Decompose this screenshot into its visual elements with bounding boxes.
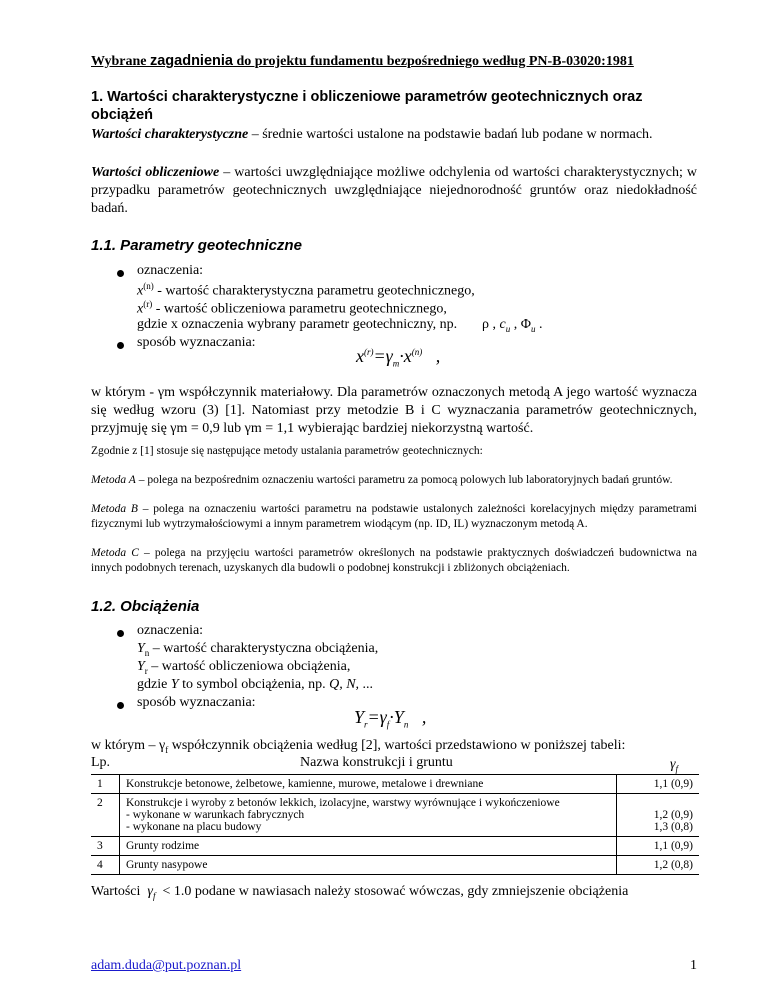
load-coefficient-text: w którym – $\gamma_f$ współczynnik obciążenia według [2], wartości przedstawiono w poniższej tabeli: (91, 738, 626, 755)
document-title: Wybrane zagadnienia do projektu fundamentu bezpośredniego według PN-B-03020:1981 (91, 53, 634, 69)
method-a: Metoda A – polega na bezpośrednim oznaczeniu wartości parametru za pomocą polowych lub laboratoryjnych badań gruntów. (91, 474, 673, 486)
notation-label: oznaczenia: (137, 263, 204, 278)
bullet-icon (117, 270, 124, 277)
closing-text: Wartości $\gamma_f < 1.0$ podane w nawiasach należy stosować wówczas, gdy zmniejszenie obciążenia (91, 884, 629, 901)
formula-load: $Y_r=\gamma_f\cdot Y_n$ , (354, 707, 427, 730)
section-1-1-heading: 1.1. Parametry geotechniczne (91, 237, 302, 254)
parameter-examples: ρ , $c_u$ , $\Phi_u$ . (482, 317, 543, 334)
author-email-link[interactable]: adam.duda@put.poznan.pl (91, 958, 242, 973)
load-method-label: sposób wyznaczania: (137, 695, 256, 710)
page-number: 1 (690, 958, 697, 973)
load-factor-table (91, 774, 699, 875)
table-header-name: Nazwa konstrukcji i gruntu (300, 755, 453, 770)
load-notation-3: gdzie Y to symbol obciążenia, np. Q, N, ... (137, 677, 374, 692)
notation-line-3: gdzie x oznaczenia wybrany parametr geotechniczny, np. (137, 317, 458, 332)
methods-intro: Zgodnie z [1] stosuje się następujące metody ustalania parametrów geotechnicznych: (91, 445, 483, 457)
section-1-2-heading: 1.2. Obciążenia (91, 598, 200, 615)
method-c: Metoda C – polega na przyjęciu wartości parametrów określonych na podstawie praktycznych doświadczeń budownictwa na innych podobnych terenach, uzyskanych dla budowli o podobnej konstrukcji i zbliżonych obciążeniach. (91, 547, 697, 574)
bullet-icon (117, 630, 124, 637)
table-row: 4 Grunty nasypowe 1,2 (0,8) (91, 856, 699, 875)
section-1-heading: 1. Wartości charakterystyczne i obliczeniowe parametrów geotechnicznych oraz obciążeń (91, 89, 643, 123)
bullet-icon (117, 702, 124, 709)
bullet-icon (117, 342, 124, 349)
table-row: 1 Konstrukcje betonowe, żelbetowe, kamienne, murowe, metalowe i drewniane 1,1 (0,9) (91, 775, 699, 794)
definition-characteristic: Wartości charakterystyczne – średnie wartości ustalone na podstawie badań lub podane w normach. (91, 127, 653, 142)
table-row: 3 Grunty rodzime 1,1 (0,9) (91, 837, 699, 856)
table-row: 2 Konstrukcje i wyroby z betonów lekkich, izolacyjne, warstwy wyrównujące i wykończeniowe - wykonane w warunkach fabrycznych - wykonane na placu budowy 1,2 (0,9) 1,3 (0,8) (91, 794, 699, 837)
definition-design: Wartości obliczeniowe – wartości uwzględniające możliwe odchylenia od wartości charakterystycznych; w przypadku parametrów geotechnicznych uwzględniające niejednorodność gruntów oraz niedokładność badań. (91, 165, 697, 216)
notation-line-1: $x^{(n)}$ - wartość charakterystyczna parametru geotechnicznego, (137, 281, 475, 299)
table-header-lp: Lp. (91, 755, 111, 770)
load-notation-2: $Y_r$ – wartość obliczeniowa obciążenia, (137, 659, 351, 676)
load-notation-1: $Y_n$ – wartość charakterystyczna obciążenia, (137, 641, 379, 658)
method-b: Metoda B – polega na oznaczeniu wartości parametru na podstawie ustalonych zależności korelacyjnych między parametrami fizycznymi lub wytrzymałościowymi a innym parametrem wiodącym (np. ID, IL) wyznaczonym metodą A. (91, 503, 697, 530)
material-coefficient-text: w którym - γm współczynnik materiałowy. Dla parametrów oznaczonych metodą A jego wartość wyznacza się według wzoru (3) [1]. Natomiast przy metodzie B i C wyznaczania parametrów geotechnicznych, przyjmuję się γm = 0,9 lub γm = 1,1 wybierając bardziej niekorzystną wartość. (91, 385, 697, 436)
method-label: sposób wyznaczania: (137, 335, 256, 350)
notation-line-2: $x^{(r)}$ - wartość obliczeniowa parametru geotechnicznego, (137, 299, 447, 317)
table-header-coef: $\gamma_f$ (670, 757, 679, 774)
formula-geotechnical: $x^{(r)}=\gamma_m\cdot x^{(n)}$ , (356, 346, 441, 369)
load-notation-label: oznaczenia: (137, 623, 204, 638)
